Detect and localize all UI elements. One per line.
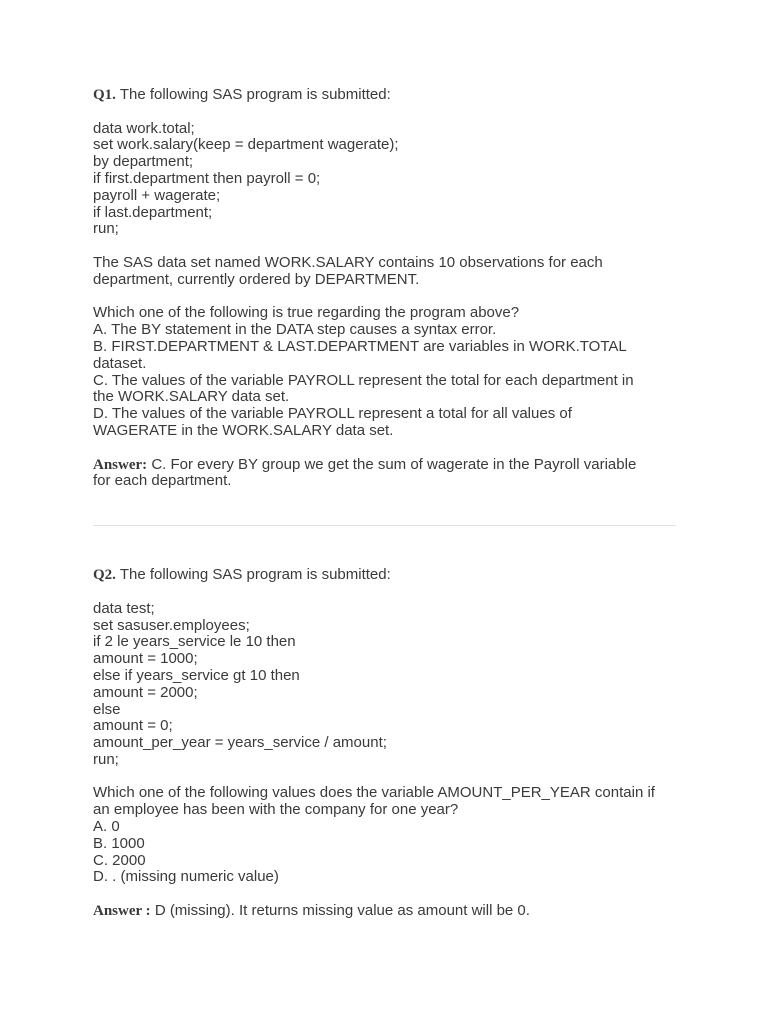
code-line: amount_per_year = years_service / amount; bbox=[93, 734, 387, 752]
code-line: data test; bbox=[93, 599, 155, 617]
option-c: C. The values of the variable PAYROLL represent the total for each department in bbox=[93, 371, 634, 389]
answer-text: C. For every BY group we get the sum of wagerate in the Payroll variable bbox=[151, 455, 637, 473]
answer-text: D (missing). It returns missing value as amount will be 0. bbox=[154, 902, 530, 920]
option-b: B. 1000 bbox=[93, 834, 145, 852]
question-divider bbox=[93, 525, 676, 526]
question-number: Q2. bbox=[93, 567, 116, 584]
answer-text-continued: for each department. bbox=[93, 472, 232, 490]
code-line: by department; bbox=[93, 153, 194, 171]
answer-line bbox=[93, 457, 683, 474]
code-line: run; bbox=[93, 750, 119, 768]
code-line: amount = 0; bbox=[93, 717, 173, 735]
context-line: The SAS data set named WORK.SALARY contains 10 observations for each bbox=[93, 253, 603, 271]
code-line: amount = 1000; bbox=[93, 650, 198, 668]
code-line: payroll + wagerate; bbox=[93, 186, 221, 204]
code-line: run; bbox=[93, 220, 119, 238]
options-list bbox=[93, 819, 683, 886]
prompt-line: Which one of the following values does the variable AMOUNT_PER_YEAR contain if bbox=[93, 784, 655, 802]
code-block bbox=[93, 121, 683, 239]
option-c-continued: the WORK.SALARY data set. bbox=[93, 388, 290, 406]
code-line: else if years_service gt 10 then bbox=[93, 666, 300, 684]
context-line: department, currently ordered by DEPARTMENT. bbox=[93, 270, 420, 288]
code-line: else bbox=[93, 700, 121, 718]
question-2 bbox=[93, 567, 683, 920]
question-1 bbox=[93, 87, 683, 490]
question-prompt: Which one of the following is true regarding the program above? bbox=[93, 304, 520, 322]
prompt-line: an employee has been with the company for one year? bbox=[93, 801, 459, 819]
option-d: D. . (missing numeric value) bbox=[93, 868, 279, 886]
option-a: A. The BY statement in the DATA step causes a syntax error. bbox=[93, 321, 497, 339]
code-line: if 2 le years_service le 10 then bbox=[93, 633, 296, 651]
answer-block bbox=[93, 903, 683, 920]
code-line: set sasuser.employees; bbox=[93, 616, 250, 634]
document-page bbox=[93, 87, 683, 920]
code-line: amount = 2000; bbox=[93, 683, 198, 701]
code-line: if first.department then payroll = 0; bbox=[93, 169, 321, 187]
code-block bbox=[93, 601, 683, 769]
question-number: Q1. bbox=[93, 87, 116, 103]
code-line: set work.salary(keep = department wagerate); bbox=[93, 136, 399, 154]
question-heading bbox=[93, 567, 683, 584]
option-b-continued: dataset. bbox=[93, 354, 147, 372]
question-prompt bbox=[93, 785, 683, 819]
answer-line bbox=[93, 903, 683, 920]
code-line: if last.department; bbox=[93, 203, 213, 221]
option-c: C. 2000 bbox=[93, 851, 146, 869]
question-intro: The following SAS program is submitted: bbox=[119, 86, 391, 103]
option-a: A. 0 bbox=[93, 818, 120, 836]
question-context bbox=[93, 255, 683, 289]
answer-label: Answer : bbox=[93, 903, 151, 920]
answer-block bbox=[93, 457, 683, 491]
code-line: data work.total; bbox=[93, 119, 195, 137]
option-b: B. FIRST.DEPARTMENT & LAST.DEPARTMENT are variables in WORK.TOTAL bbox=[93, 337, 627, 355]
question-heading bbox=[93, 87, 683, 104]
option-d: D. The values of the variable PAYROLL represent a total for all values of bbox=[93, 405, 572, 423]
question-intro: The following SAS program is submitted: bbox=[119, 566, 391, 584]
option-d-continued: WAGERATE in the WORK.SALARY data set. bbox=[93, 421, 394, 439]
options-list bbox=[93, 322, 683, 440]
answer-label: Answer: bbox=[93, 456, 148, 473]
